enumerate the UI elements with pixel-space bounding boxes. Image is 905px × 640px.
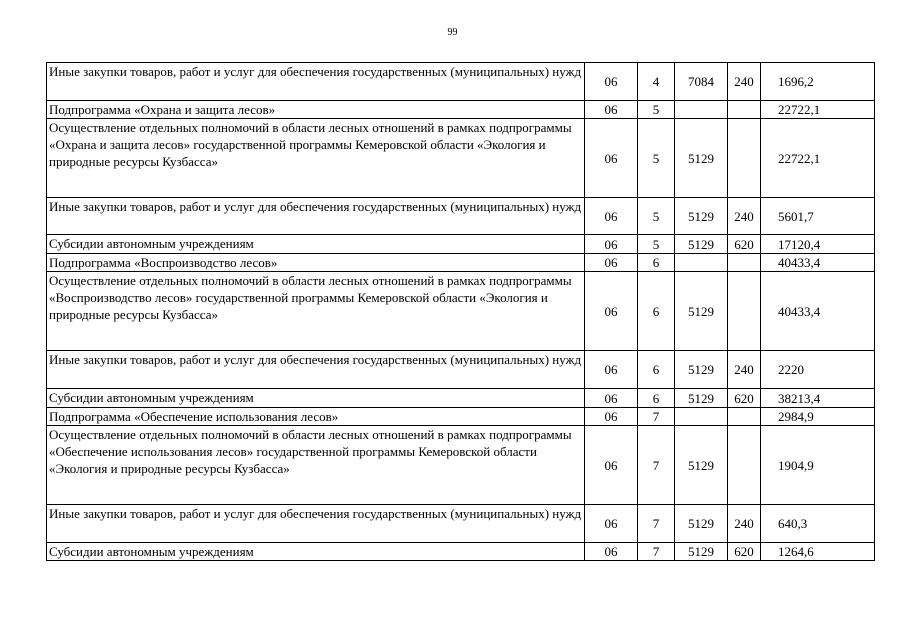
table-row [47,101,875,119]
table-row [47,198,875,235]
row-expense-type [728,119,761,198]
table-row [47,389,875,408]
row-expense-type: 620 [728,543,761,561]
row-section: 06 [585,63,638,101]
row-expense-type: 620 [728,389,761,408]
row-section: 06 [585,119,638,198]
row-target: 5129 [675,389,728,408]
row-expense-type: 620 [728,235,761,254]
row-subsection: 6 [638,351,675,389]
row-description: Иные закупки товаров, работ и услуг для обеспечения государственных (муниципальных) нужд [47,63,585,101]
row-subsection: 7 [638,408,675,426]
row-amount: 17120,4 [761,235,875,254]
row-target [675,254,728,272]
row-target: 5129 [675,505,728,543]
row-amount: 22722,1 [761,101,875,119]
row-description: Субсидии автономным учреждениям [47,235,585,254]
row-section: 06 [585,351,638,389]
row-target: 7084 [675,63,728,101]
table-row [47,505,875,543]
row-subsection: 4 [638,63,675,101]
row-target: 5129 [675,235,728,254]
row-target: 5129 [675,543,728,561]
table-row [47,272,875,351]
row-description: Субсидии автономным учреждениям [47,389,585,408]
row-amount: 1904,9 [761,426,875,505]
row-description: Иные закупки товаров, работ и услуг для обеспечения государственных (муниципальных) нужд [47,505,585,543]
table-row [47,119,875,198]
row-description: Осуществление отдельных полномочий в области лесных отношений в рамках подпрограммы «Обеспечение использования лесов» государственной программы Кемеровской области «Экология и природные ресурсы Кузбасса» [47,426,585,505]
row-amount: 40433,4 [761,272,875,351]
row-section: 06 [585,389,638,408]
row-target [675,101,728,119]
row-expense-type [728,254,761,272]
row-expense-type [728,101,761,119]
row-expense-type [728,408,761,426]
row-section: 06 [585,235,638,254]
table-row [47,235,875,254]
row-description: Иные закупки товаров, работ и услуг для обеспечения государственных (муниципальных) нужд [47,198,585,235]
row-section: 06 [585,198,638,235]
row-amount: 40433,4 [761,254,875,272]
table-row [47,63,875,101]
row-amount: 22722,1 [761,119,875,198]
row-description: Иные закупки товаров, работ и услуг для обеспечения государственных (муниципальных) нужд [47,351,585,389]
row-subsection: 7 [638,505,675,543]
table-row [47,254,875,272]
row-section: 06 [585,408,638,426]
row-expense-type: 240 [728,505,761,543]
row-description: Подпрограмма «Охрана и защита лесов» [47,101,585,119]
row-amount: 2984,9 [761,408,875,426]
row-target: 5129 [675,426,728,505]
row-amount: 2220 [761,351,875,389]
row-target: 5129 [675,272,728,351]
page-number: 99 [447,27,458,38]
row-description: Подпрограмма «Обеспечение использования лесов» [47,408,585,426]
row-subsection: 5 [638,235,675,254]
row-section: 06 [585,254,638,272]
row-subsection: 5 [638,101,675,119]
row-subsection: 7 [638,543,675,561]
row-expense-type: 240 [728,351,761,389]
budget-table [46,62,875,561]
row-amount: 1264,6 [761,543,875,561]
row-target [675,408,728,426]
row-amount: 640,3 [761,505,875,543]
row-amount: 38213,4 [761,389,875,408]
row-target: 5129 [675,351,728,389]
row-section: 06 [585,272,638,351]
row-target: 5129 [675,198,728,235]
row-subsection: 6 [638,389,675,408]
row-subsection: 5 [638,198,675,235]
row-section: 06 [585,543,638,561]
row-subsection: 6 [638,272,675,351]
row-description: Осуществление отдельных полномочий в области лесных отношений в рамках подпрограммы «Воспроизводство лесов» государственной программы Кемеровской области «Экология и природные ресурсы Кузбасса» [47,272,585,351]
row-subsection: 7 [638,426,675,505]
row-description: Осуществление отдельных полномочий в области лесных отношений в рамках подпрограммы «Охрана и защита лесов» государственной программы Кемеровской области «Экология и природные ресурсы Кузбасса» [47,119,585,198]
row-description: Подпрограмма «Воспроизводство лесов» [47,254,585,272]
row-section: 06 [585,101,638,119]
row-expense-type: 240 [728,198,761,235]
row-subsection: 5 [638,119,675,198]
row-expense-type: 240 [728,63,761,101]
row-amount: 5601,7 [761,198,875,235]
row-amount: 1696,2 [761,63,875,101]
table-row [47,408,875,426]
row-section: 06 [585,505,638,543]
table-row [47,351,875,389]
row-description: Субсидии автономным учреждениям [47,543,585,561]
row-subsection: 6 [638,254,675,272]
table-row [47,426,875,505]
table-row [47,543,875,561]
row-target: 5129 [675,119,728,198]
row-section: 06 [585,426,638,505]
row-expense-type [728,272,761,351]
row-expense-type [728,426,761,505]
